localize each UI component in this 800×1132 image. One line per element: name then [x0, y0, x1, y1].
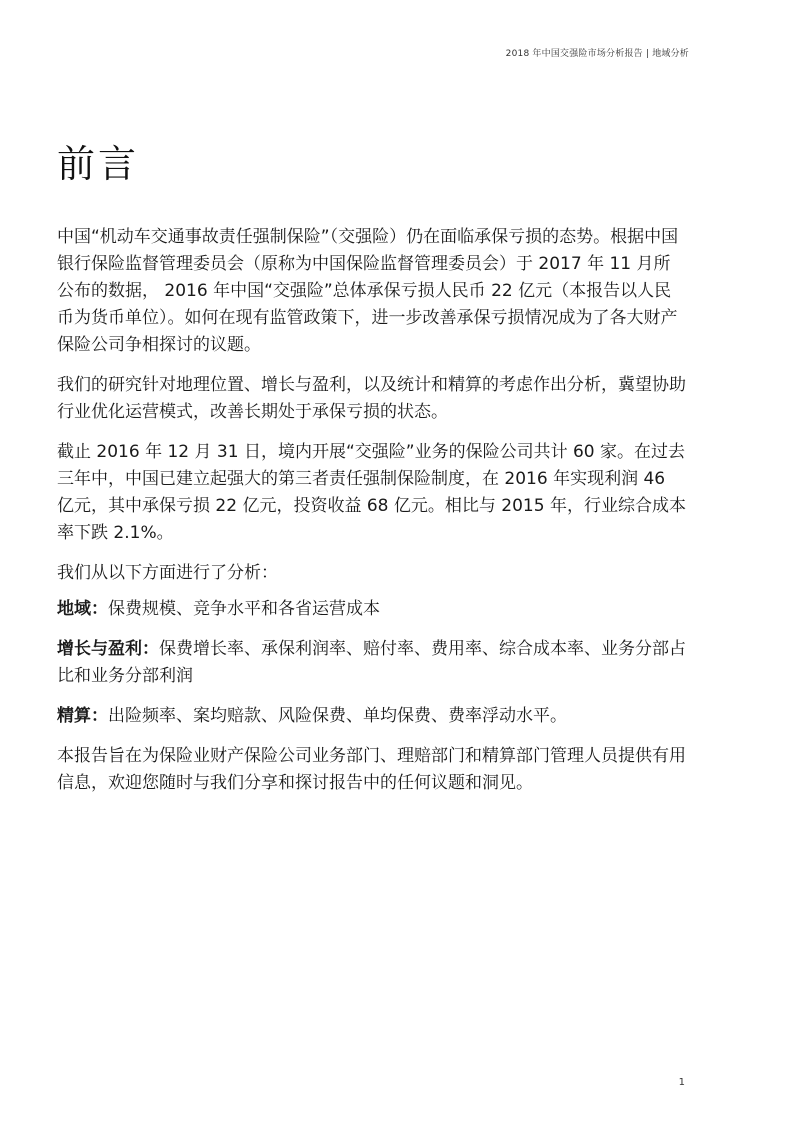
- analysis-text: 保费规模、竞争水平和各省运营成本: [108, 599, 380, 619]
- analysis-term: 精算：: [57, 706, 108, 726]
- intro-paragraph: 中国“机动车交通事故责任强制保险”（交强险）仍在面临承保亏损的态势。根据中国银行保险监督管理委员会（原称为中国保险监督管理委员会）于 2017 年 11 月所公布的数据， 2016 年中国“交强险”总体承保亏损人民币 22 亿元（本报告以人民币为货币单位）。如何在现有监管政策下，进一步改善承保亏损情况成为了各大财产保险公司争相探讨的议题。: [57, 227, 679, 355]
- page-title: 前言: [57, 142, 140, 186]
- closing-paragraph: 本报告旨在为保险业财产保险公司业务部门、理赔部门和精算部门管理人员提供有用信息，欢迎您随时与我们分享和探讨报告中的任何议题和洞见。: [57, 746, 686, 793]
- body-text: [57, 224, 687, 810]
- analysis-item-actuarial: [57, 703, 687, 730]
- analysis-term: 地域：: [57, 599, 108, 619]
- research-paragraph: 我们的研究针对地理位置、增长与盈利，以及统计和精算的考虑作出分析，冀望协助行业优化运营模式，改善长期处于承保亏损的状态。: [57, 375, 686, 422]
- analysis-text: 保费增长率、承保利润率、赔付率、费用率、综合成本率、业务分部占比和业务分部利润: [57, 639, 686, 686]
- running-header: 2018 年中国交强险市场分析报告 | 地域分析: [505, 49, 689, 59]
- analysis-item-region: [57, 596, 687, 623]
- analysis-item-growth: [57, 636, 687, 690]
- statistics-paragraph: 截止 2016 年 12 月 31 日，境内开展“交强险”业务的保险公司共计 60 家。在过去三年中，中国已建立起强大的第三者责任强制保险制度，在 2016 年实现利润 46 亿元，其中承保亏损 22 亿元，投资收益 68 亿元。相比与 2015 年，行业综合成本率下跌 2.1%。: [57, 442, 686, 543]
- page-number: 1: [678, 1077, 685, 1088]
- analysis-intro: 我们从以下方面进行了分析：: [57, 563, 278, 583]
- analysis-text: 出险频率、案均赔款、风险保费、单均保费、费率浮动水平。: [108, 706, 567, 726]
- analysis-term: 增长与盈利：: [57, 639, 159, 659]
